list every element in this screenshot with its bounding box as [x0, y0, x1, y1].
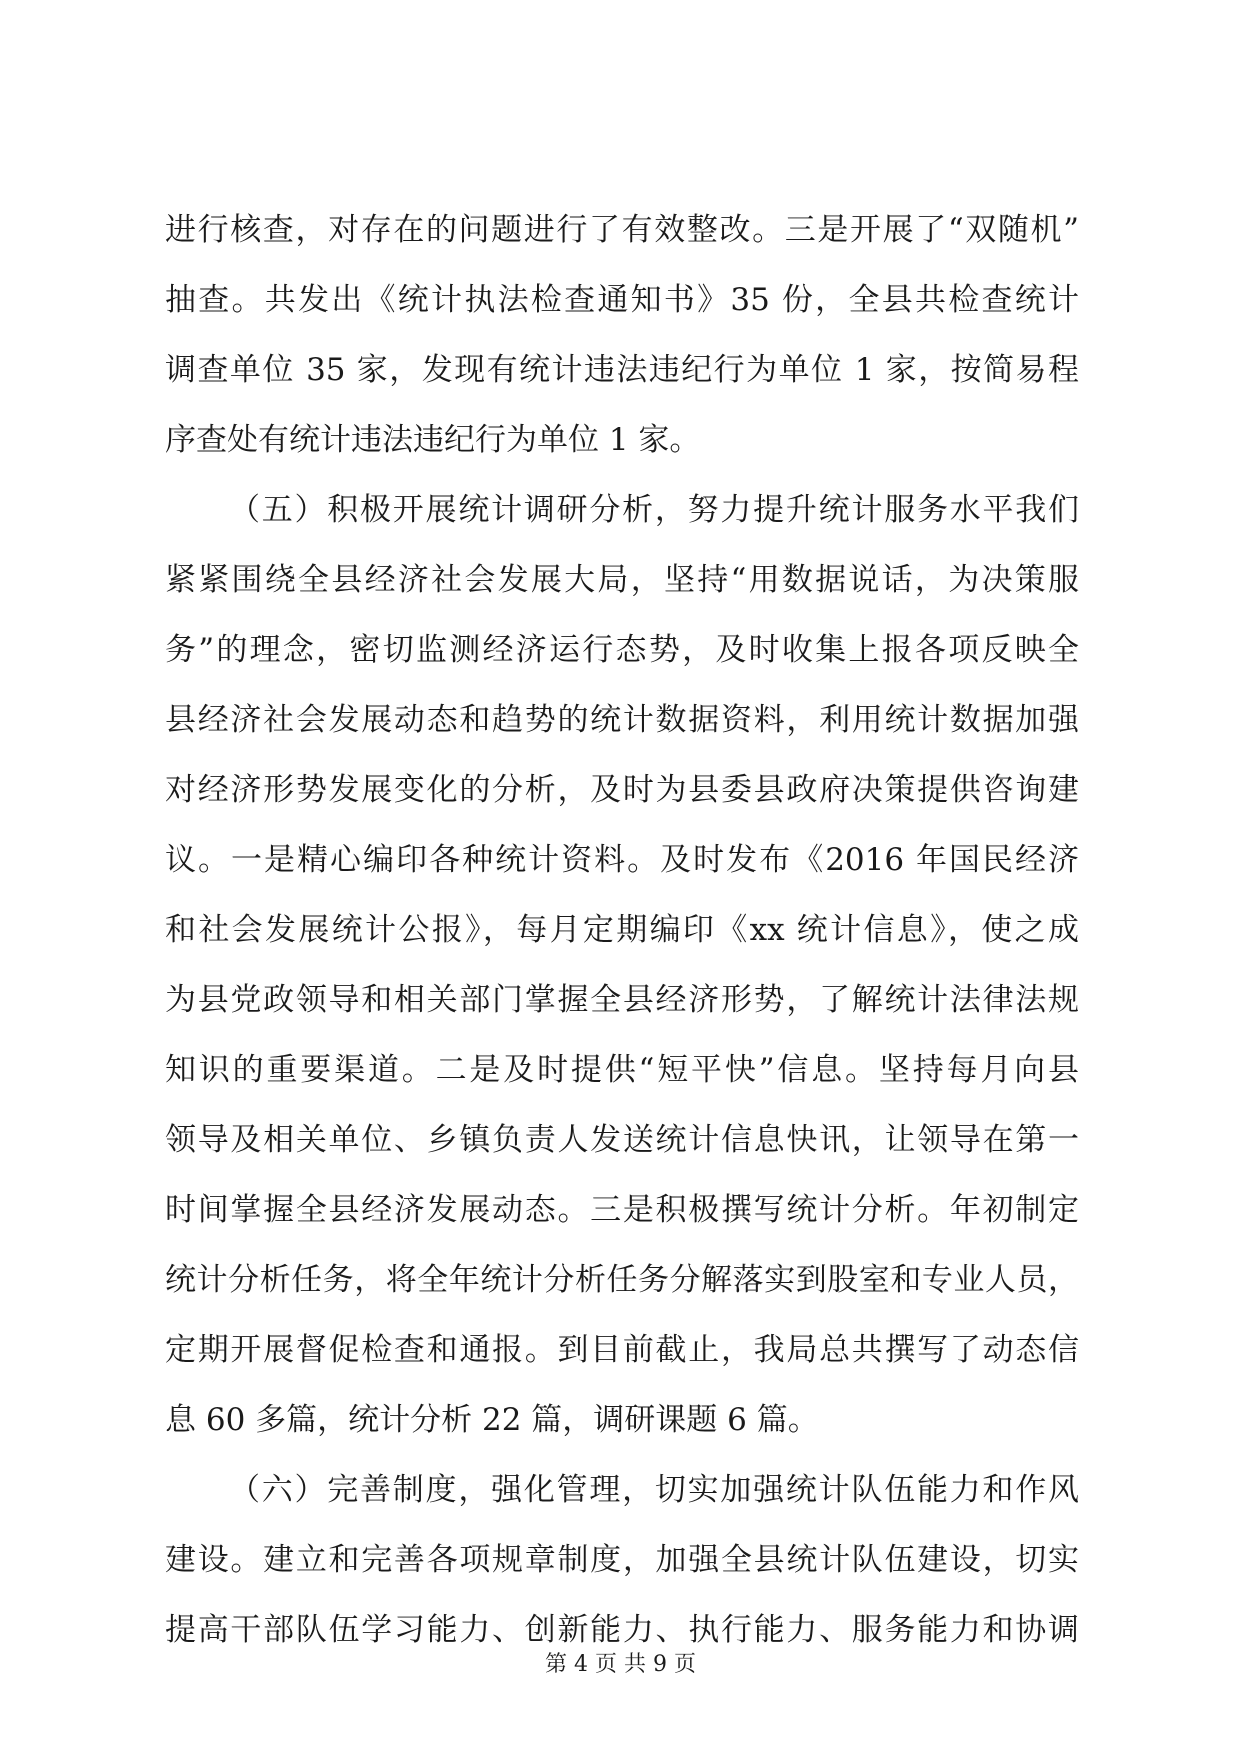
section-heading-line: （六）完善制度，强化管理，切实加强统计队伍能力和作风 [229, 1472, 1079, 1508]
text-line: 定期开展督促检查和通报。到目前截止，我局总共撰写了动态信 [165, 1332, 1079, 1368]
text-line: 紧紧围绕全县经济社会发展大局，坚持“用数据说话，为决策服 [165, 562, 1079, 598]
text-line: 为县党政领导和相关部门掌握全县经济形势，了解统计法律法规 [165, 982, 1079, 1018]
text-line: 领导及相关单位、乡镇负责人发送统计信息快讯，让领导在第一 [165, 1122, 1079, 1158]
text-line: 序查处有统计违法违纪行为单位 1 家。 [165, 422, 701, 458]
text-line: 提高干部队伍学习能力、创新能力、执行能力、服务能力和协调 [165, 1612, 1079, 1648]
text-line: 知识的重要渠道。二是及时提供“短平快”信息。坚持每月向县 [165, 1052, 1079, 1088]
text-line: 进行核查，对存在的问题进行了有效整改。三是开展了“双随机” [165, 212, 1079, 248]
text-line: 和社会发展统计公报》，每月定期编印《xx 统计信息》，使之成 [165, 912, 1079, 948]
text-line: 时间掌握全县经济发展动态。三是积极撰写统计分析。年初制定 [165, 1192, 1079, 1228]
page-number-footer: 第 4 页 共 9 页 [545, 1652, 696, 1677]
text-line: 县经济社会发展动态和趋势的统计数据资料，利用统计数据加强 [165, 702, 1079, 738]
text-line: 务”的理念，密切监测经济运行态势，及时收集上报各项反映全 [165, 632, 1079, 668]
text-line: 对经济形势发展变化的分析，及时为县委县政府决策提供咨询建 [165, 772, 1079, 808]
text-line: 统计分析任务，将全年统计分析任务分解落实到股室和专业人员， [165, 1262, 1079, 1298]
text-line: 调查单位 35 家，发现有统计违法违纪行为单位 1 家，按简易程 [165, 352, 1079, 388]
document-body [165, 195, 1079, 1665]
section-heading-line: （五）积极开展统计调研分析，努力提升统计服务水平我们 [229, 492, 1079, 528]
text-line: 建设。建立和完善各项规章制度，加强全县统计队伍建设，切实 [165, 1542, 1079, 1578]
text-line: 抽查。共发出《统计执法检查通知书》35 份，全县共检查统计 [165, 282, 1079, 318]
text-line: 议。一是精心编印各种统计资料。及时发布《2016 年国民经济 [165, 842, 1079, 878]
text-line: 息 60 多篇，统计分析 22 篇，调研课题 6 篇。 [165, 1402, 819, 1438]
